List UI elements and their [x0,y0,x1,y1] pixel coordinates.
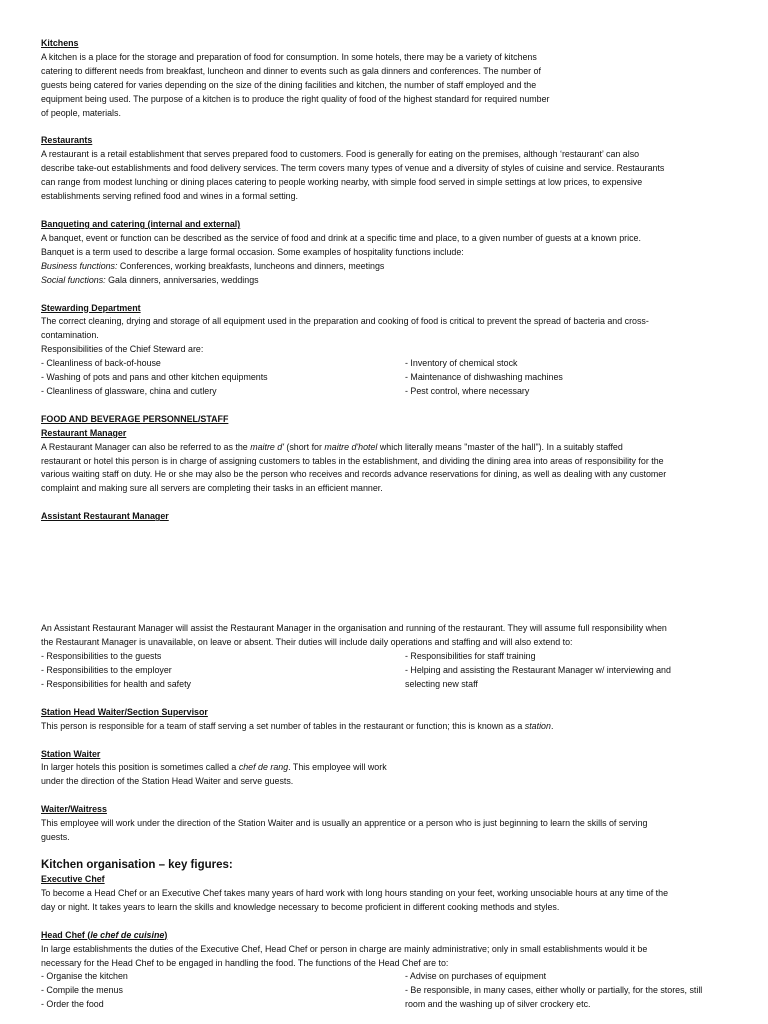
responsibilities-left-column [41,357,405,399]
text-line: Banquet is a term used to describe a large formal occasion. Some examples of hospitality functions include: [41,246,464,257]
text-line: Responsibilities of the Chief Steward are: [41,344,204,355]
heading-assistant-manager: Assistant Restaurant Manager [41,511,169,522]
text-line: equipment being used. The purpose of a kitchen is to produce the right quality of food of the highest standard for required number [41,93,550,104]
list-item: - Washing of pots and pans and other kitchen equipments [41,372,268,383]
duties-left-column [41,650,405,692]
head-chef-functions-list [41,970,741,1012]
list-item: - Responsibilities for staff training [405,651,536,661]
text-line: A kitchen is a place for the storage and preparation of food for consumption. In some hotels, there may be a variety of kitchens [41,51,537,62]
duties-list [41,650,741,692]
section-restaurants [41,134,741,204]
social-functions-text: Gala dinners, anniversaries, weddings [105,274,259,285]
list-item: - Advise on purchases of equipment [405,971,547,982]
list-item: - Responsibilities to the guests [41,651,162,661]
text-line: In large establishments the duties of the Executive Chef, Head Chef or person in charge are mainly administrative; only in small establishments would it be [41,943,648,954]
list-item: - Order the food [41,999,104,1010]
text-line: This employee will work under the direction of the Station Waiter and is usually an apprentice or a person who is just beginning to learn the skills of serving [41,818,648,829]
business-functions-label: Business functions: [41,260,118,271]
list-item: - Maintenance of dishwashing machines [405,372,563,383]
section-kitchens [41,37,741,120]
list-item: - Responsibilities for health and safety [41,678,191,689]
social-functions-line [41,274,741,288]
heading-restaurant-manager: Restaurant Manager [41,427,127,438]
heading-fb-personnel: FOOD AND BEVERAGE PERSONNEL/STAFF [41,413,229,424]
heading-restaurants: Restaurants [41,135,93,146]
text-line: can range from modest lunching or dining places catering to people working nearby, with simple food served in simple settings at low prices, to expensive [41,177,643,188]
text-line: describe take-out establishments and food delivery services. The term covers many types of venue and a diversity of styles of cuisine and service. Restaurants [41,163,665,174]
text-line: necessary for the Head Chef to be engaged in handling the food. The functions of the Head Chef are to: [41,957,449,968]
list-item: - Be responsible, in many cases, either wholly or partially, for the stores, still [405,985,703,996]
heading-executive-chef: Executive Chef [41,873,105,884]
functions-left-column [41,970,405,1012]
responsibilities-list [41,357,741,399]
section-restaurant-manager [41,413,741,496]
section-assistant-manager [41,510,741,691]
list-item: - Compile the menus [41,985,123,996]
text-line: of people, materials. [41,107,121,118]
text-line: To become a Head Chef or an Executive Chef takes many years of hard work with long hours standing on your feet, working unsociable hours at any time of the [41,887,669,898]
list-item: selecting new staff [405,678,478,689]
list-item: - Responsibilities to the employer [41,664,172,675]
functions-right-column [405,970,741,1012]
text-line: A banquet, event or function can be described as the service of food and drink at a specific time and place, to a given number of guests at a known price. [41,232,641,243]
text-line: guests. [41,832,70,843]
text-line: various waiting staff on duty. He or she may also be the person who receives and records advance reservations for dining, as well as dealing with any customer [41,469,667,480]
text-line: establishments serving refined food and wines in a formal setting. [41,191,299,202]
text-line: complaint and making sure all servers are completing their tasks in an efficient manner. [41,483,383,494]
text-line: catering to different needs from breakfast, luncheon and dinner to events such as gala dinners and conferences. The number of [41,65,541,76]
text-line: day or night. It takes years to learn the skills and knowledge necessary to become proficient in different cooking methods and styles. [41,901,560,912]
kitchen-organisation-title: Kitchen organisation – key figures: [41,858,233,871]
list-item: - Organise the kitchen [41,971,128,982]
list-item: room and the washing up of silver crockery etc. [405,999,591,1010]
list-item: - Cleanliness of glassware, china and cutlery [41,385,217,396]
heading-kitchens: Kitchens [41,38,79,48]
section-station-head-waiter [41,706,741,734]
section-stewarding [41,302,741,399]
blank-space [41,524,741,622]
text-line: contamination. [41,330,99,341]
text-line: A restaurant is a retail establishment that serves prepared food to customers. Food is generally for eating on the premises, although ‘restaurant’ can also [41,149,640,160]
section-kitchen-organisation [41,857,741,915]
list-item: - Helping and assisting the Restaurant Manager w/ interviewing and [405,664,671,675]
social-functions-label: Social functions: [41,274,106,285]
heading-banqueting: Banqueting and catering (internal and external) [41,218,241,229]
text-line: restaurant or hotel this person is in charge of assigning customers to tables in the establishment, and dividing the dining area into areas of responsibility for the [41,455,664,466]
text-line: under the direction of the Station Head Waiter and serve guests. [41,776,294,787]
text-line: guests being catered for varies depending on the size of the dining facilities and kitchen, the number of staff employed and the [41,79,537,90]
business-functions-line [41,260,741,274]
heading-waiter: Waiter/Waitress [41,804,107,815]
list-item: - Inventory of chemical stock [405,358,518,369]
section-station-waiter [41,748,741,790]
text-line: An Assistant Restaurant Manager will assist the Restaurant Manager in the organisation and running of the restaurant. They will assume full responsibility when [41,623,667,634]
responsibilities-right-column [405,357,741,399]
section-banqueting [41,218,741,288]
text-line: The correct cleaning, drying and storage of all equipment used in the preparation and cooking of food is critical to prevent the spread of bacteria and cross- [41,316,649,327]
text-line: This person is responsible for a team of staff serving a set number of tables in the restaurant or function; this is known as a station. [41,720,554,731]
text-line: the Restaurant Manager is unavailable, on leave or absent. Their duties will include daily operations and staffing and will also extend to: [41,637,573,648]
list-item: - Cleanliness of back-of-house [41,358,161,369]
list-item: - Pest control, where necessary [405,385,530,396]
document-page [41,37,741,1012]
business-functions-text: Conferences, working breakfasts, luncheons and dinners, meetings [117,260,385,271]
section-head-chef [41,929,741,1012]
text-line: A Restaurant Manager can also be referred to as the maitre d' (short for maitre d'hotel which literally means "master of the hall"). In a suitably staffed [41,441,623,452]
duties-right-column [405,650,741,692]
section-waiter [41,803,741,845]
heading-stewarding: Stewarding Department [41,302,141,313]
text-line: In larger hotels this position is sometimes called a chef de rang. This employee will work [41,762,387,773]
heading-station-head-waiter: Station Head Waiter/Section Supervisor [41,706,208,717]
heading-station-waiter: Station Waiter [41,748,101,759]
heading-head-chef: Head Chef (le chef de cuisine) [41,929,168,940]
